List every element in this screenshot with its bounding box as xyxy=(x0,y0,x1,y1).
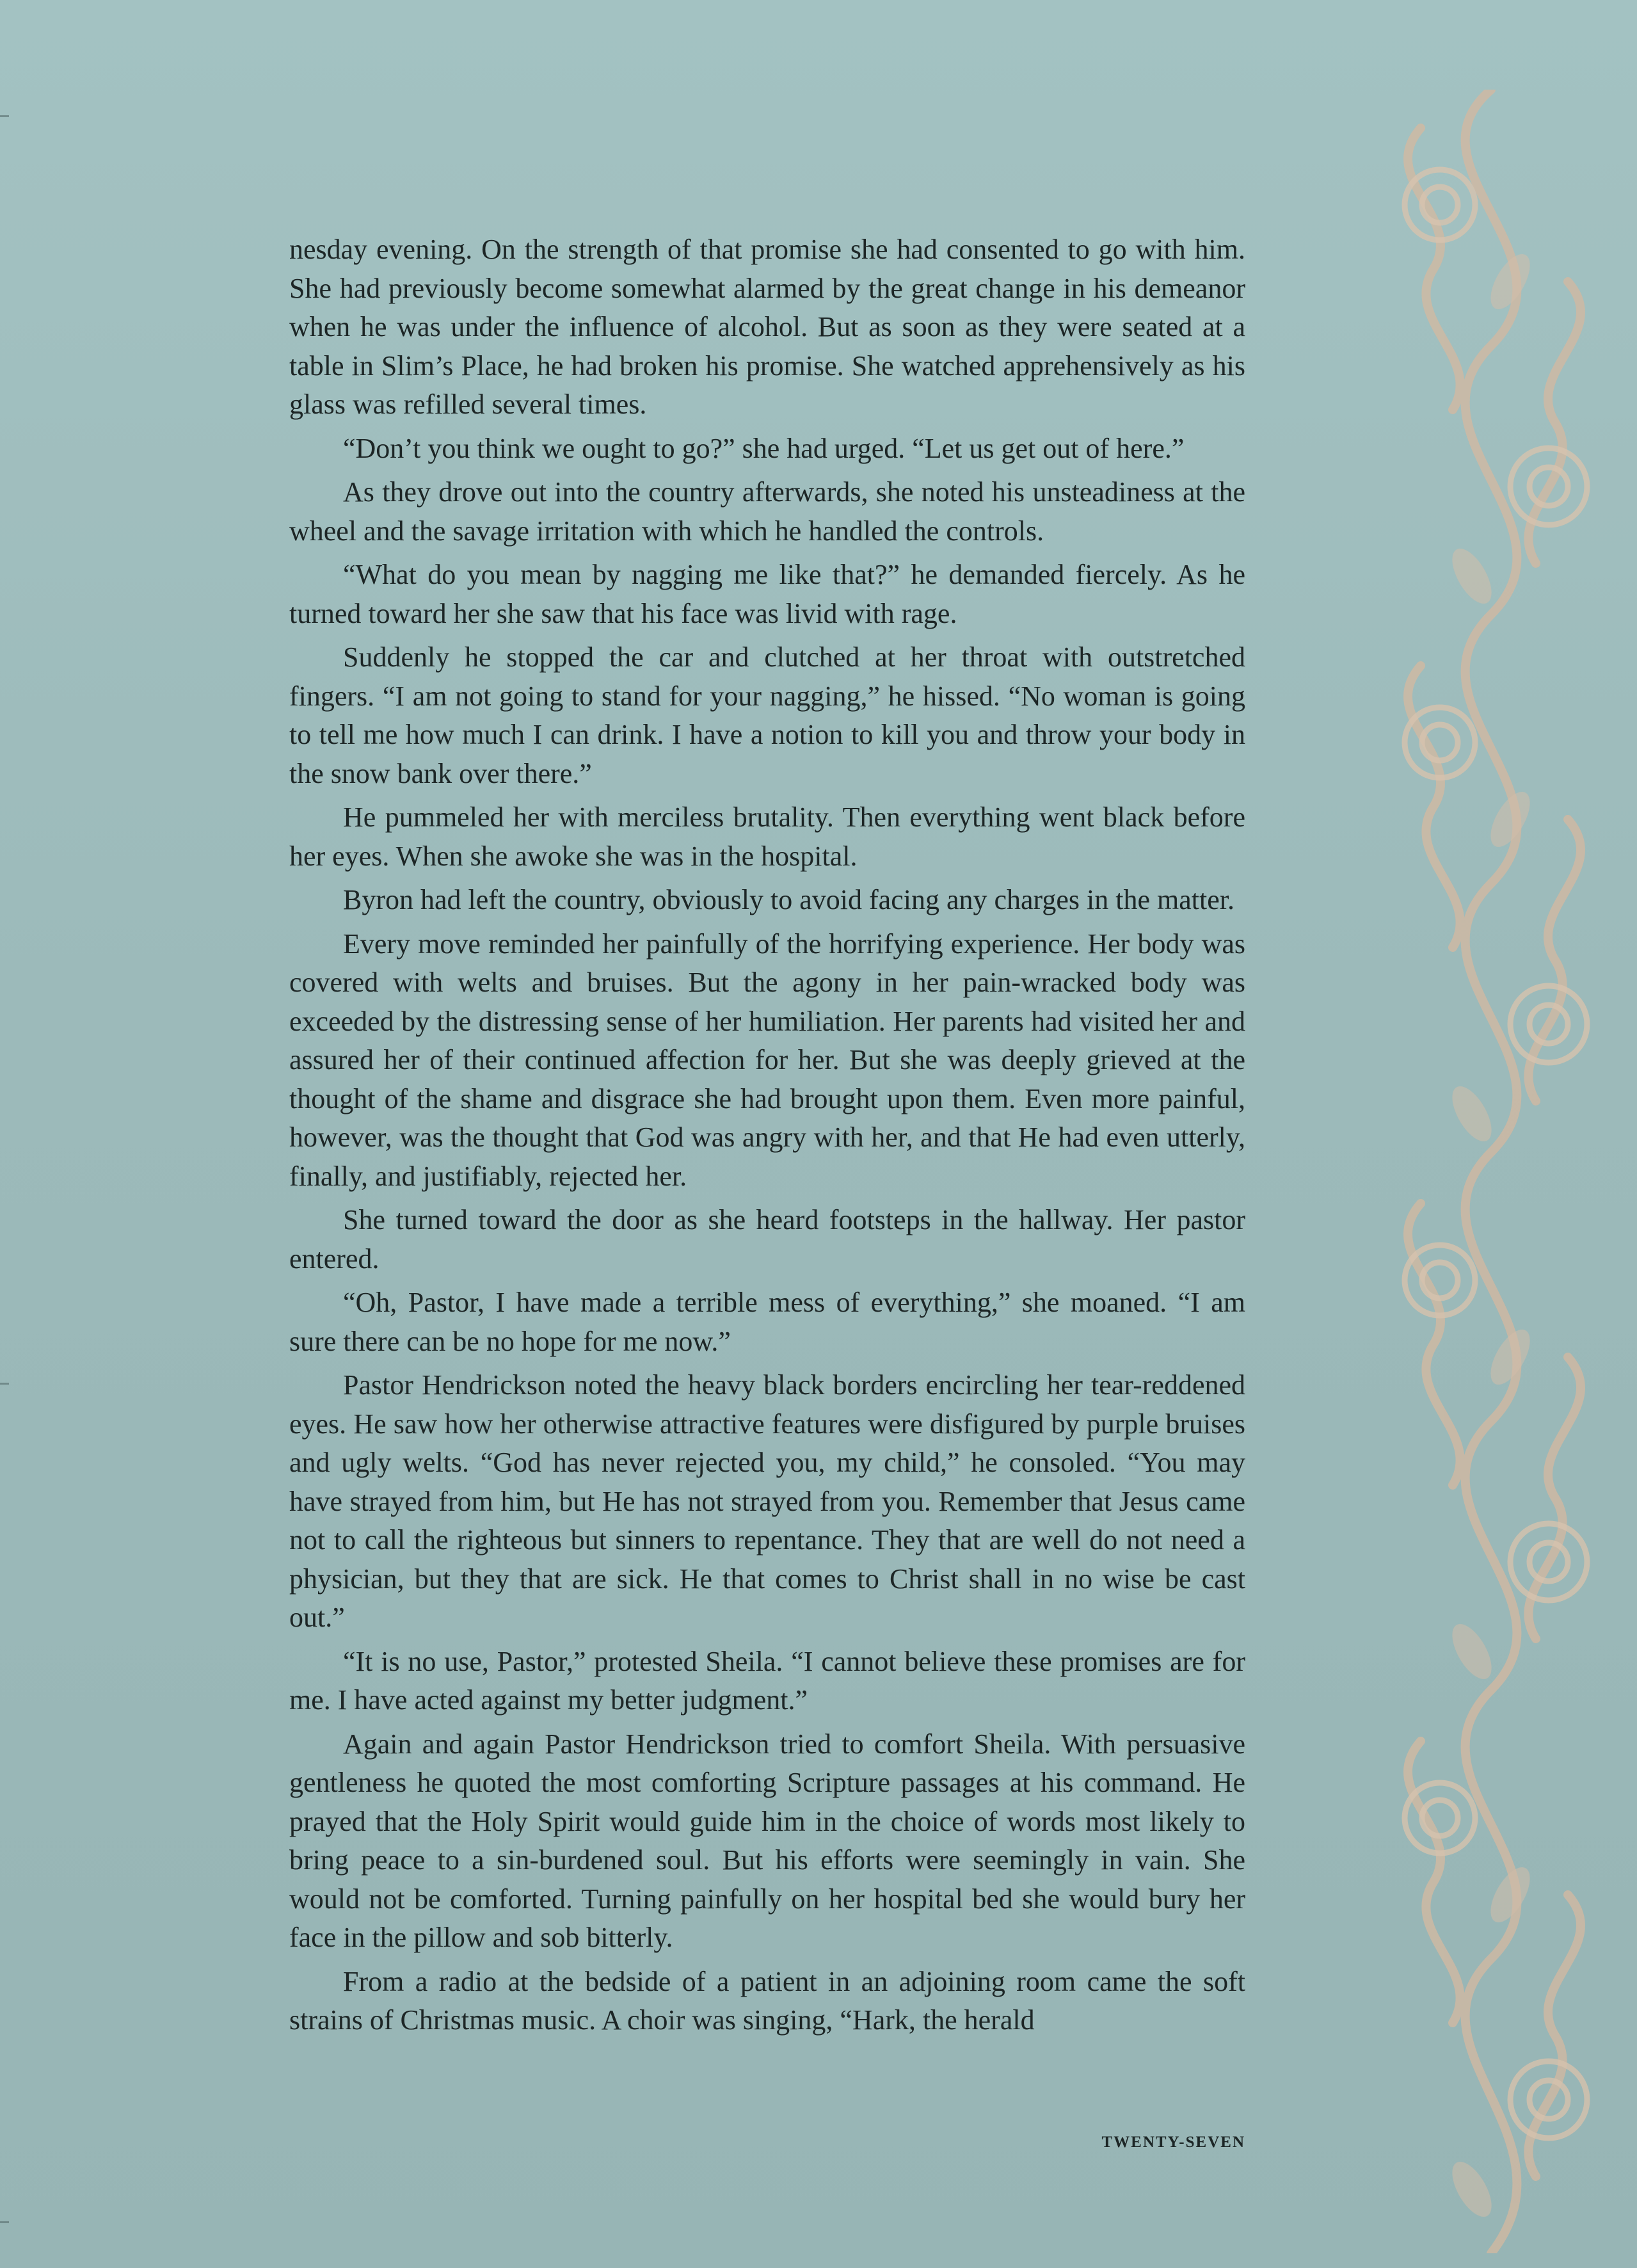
floral-scroll-border-icon xyxy=(1363,90,1619,2253)
paragraph: From a radio at the bedside of a patient in an adjoining room came the soft strains of Christmas music. A choir was singing, “Hark, the herald xyxy=(289,1965,1245,2036)
paragraph: “Don’t you think we ought to go?” she had urged. “Let us get out of here.” xyxy=(343,432,1185,464)
paragraph: Every move reminded her painfully of the horrifying experience. Her body was covered with welts and bruises. But the agony in her pain-wracked body was exceeded by the distressing sense of her humiliation. Her parents had visited her and assured her of their continued affection for her. But she was deeply grieved at the thought of the shame and disgrace she had brought upon them. Even more painful, however, was the thought that God was angry with her, and that He had even utterly, finally, and justifiably, rejected her. xyxy=(289,928,1245,1192)
paragraph: “Oh, Pastor, I have made a terrible mess of everything,” she moaned. “I am sure there can be no hope for me now.” xyxy=(289,1287,1245,1357)
paragraph: nesday evening. On the strength of that promise she had consented to go with him. She had previously become somewhat alarmed by the great change in his demeanor when he was under the influence of alcohol. But as soon as they were seated at a table in Slim’s Place, he had broken his promise. She watched apprehensively as his glass was refilled several times. xyxy=(289,234,1245,420)
paragraph: Byron had left the country, obviously to avoid facing any charges in the matter. xyxy=(343,884,1234,915)
page-edge-mark xyxy=(0,2221,9,2223)
paragraph: “It is no use, Pastor,” protested Sheila. “I cannot believe these promises are for me. I have acted against my better judgment.” xyxy=(289,1645,1245,1716)
paragraph: Pastor Hendrickson noted the heavy black borders encircling her tear-reddened eyes. He saw how her otherwise attractive features were disfigured by purple bruises and ugly welts. “God has never rejected you, my child,” he consoled. “You may have strayed from him, but He has not strayed from you. Remember that Jesus came not to call the righteous but sinners to repentance. They that are well do not need a physician, but they that are sick. He that comes to Christ shall in no wise be cast out.” xyxy=(289,1369,1245,1633)
paragraph: “What do you mean by nagging me like that?” he demanded fiercely. As he turned toward her she saw that his face was livid with rage. xyxy=(289,559,1245,629)
page-edge-mark xyxy=(0,115,9,117)
paragraph: He pummeled her with merciless brutality. Then everything went black before her eyes. When she awoke she was in the hospital. xyxy=(289,801,1245,872)
page-edge-mark xyxy=(0,1383,9,1385)
paragraph: Again and again Pastor Hendrickson tried to comfort Sheila. With persuasive gentleness he quoted the most comforting Scripture passages at his command. He prayed that the Holy Spirit would guide him in the choice of words most likely to bring peace to a sin-burdened soul. But his efforts were seemingly in vain. She would not be comforted. Turning painfully on her hospital bed she would bury her face in the pillow and sob bitterly. xyxy=(289,1728,1245,1953)
article-body xyxy=(289,230,1245,2045)
paragraph: She turned toward the door as she heard footsteps in the hallway. Her pastor entered. xyxy=(289,1204,1245,1275)
page-number: TWENTY-SEVEN xyxy=(1101,2134,1245,2151)
paragraph: Suddenly he stopped the car and clutched at her throat with outstretched fingers. “I am not going to stand for your nagging,” he hissed. “No woman is going to tell me how much I can drink. I have a notion to kill you and throw your body in the snow bank over there.” xyxy=(289,641,1245,789)
paragraph: As they drove out into the country afterwards, she noted his unsteadiness at the wheel and the savage irritation with which he handled the controls. xyxy=(289,476,1245,547)
